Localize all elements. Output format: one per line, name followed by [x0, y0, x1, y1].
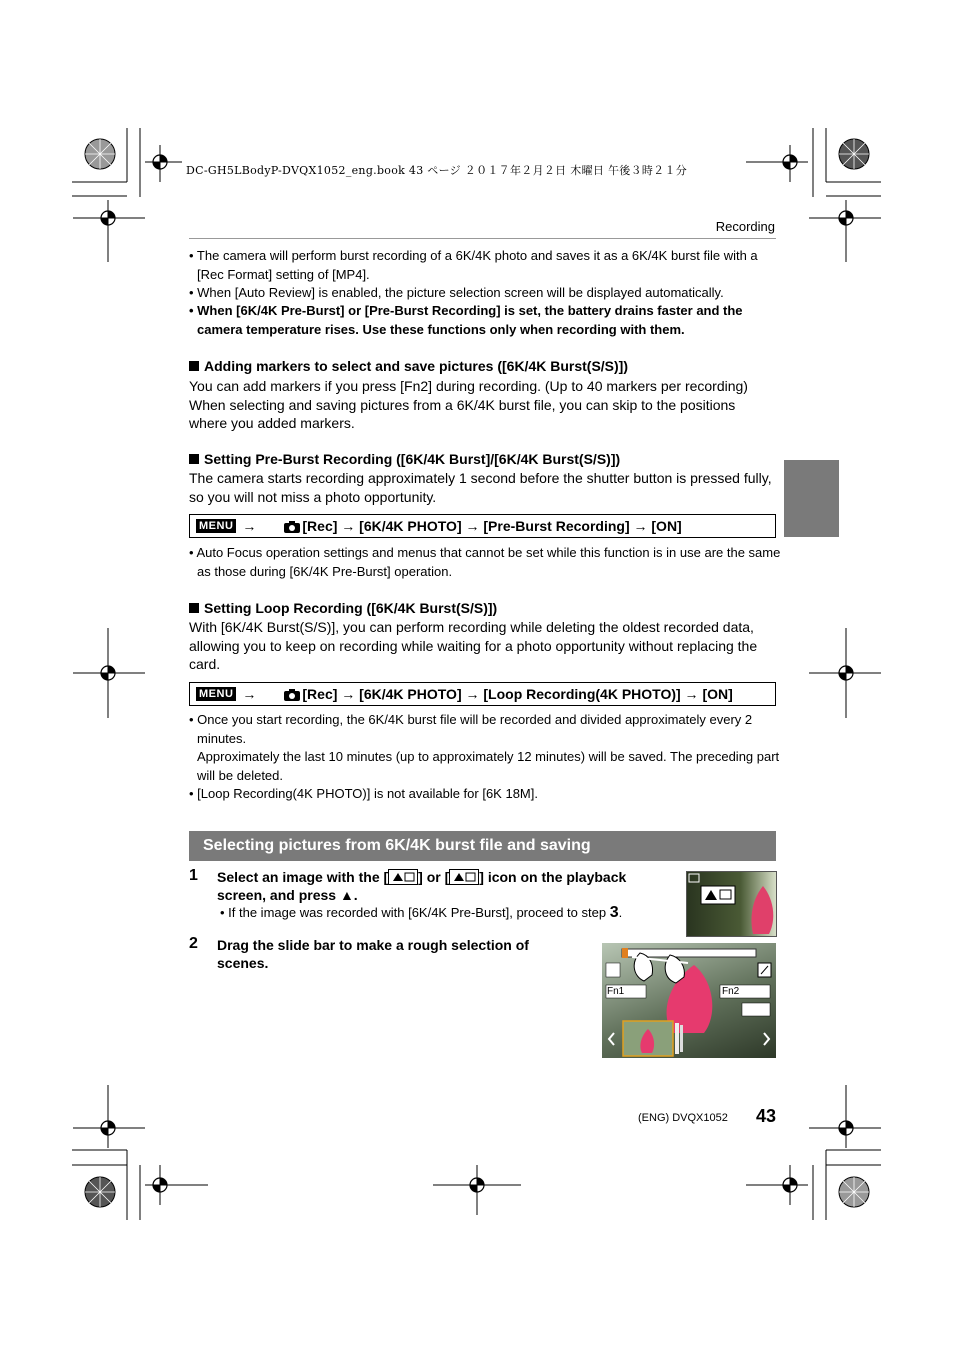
page-number: 43 — [756, 1106, 777, 1126]
step-2-number: 2 — [189, 935, 198, 952]
step-2-text: Drag the slide bar to make a rough selection of scenes. — [217, 937, 529, 971]
print-header: DC-GH5LBodyP-DVQX1052_eng.book 43 ページ ２０１７年２月２日 木曜日 午後３時２１分 — [186, 164, 688, 177]
fn2-label: Fn2 — [722, 986, 740, 997]
running-head: Recording — [715, 219, 775, 234]
section-title-bar: Selecting pictures from 6K/4K burst file and saving — [189, 831, 776, 861]
loop-note-1: • Once you start recording, the 6K/4K burst file will be recorded and divided approximately every 2 minutes. — [189, 712, 753, 746]
preburst-menu-path: MENU → [Rec] → [6K/4K PHOTO] → [Pre-Burst Recording] → [ON] — [189, 514, 776, 538]
slide-bar-screen-image — [602, 943, 776, 1058]
loop-note-2: Approximately the last 10 minutes (up to approximately 12 minutes) will be saved. The preceding part will be deleted. — [197, 749, 780, 783]
camera-icon — [284, 688, 300, 700]
slide-bar-illustration — [602, 943, 776, 1058]
chapter-tab — [784, 460, 839, 537]
playback-screen-image — [686, 871, 777, 937]
square-bullet-icon — [189, 454, 199, 464]
camera-icon — [284, 520, 300, 532]
burst-file-icon — [388, 869, 418, 885]
step-1-number: 1 — [189, 867, 198, 884]
loop-note-3: • [Loop Recording(4K PHOTO)] is not available for [6K 18M]. — [189, 786, 538, 801]
preburst-note: • Auto Focus operation settings and menus that cannot be set while this function is in use are the same as those during [6K/4K Pre-Burst] operation. — [189, 545, 781, 579]
square-bullet-icon — [189, 603, 199, 613]
preburst-body: The camera starts recording approximately 1 second before the shutter button is pressed fully, so you will not miss a photo opportunity. — [189, 470, 772, 505]
intro-bullet-3: • When [6K/4K Pre-Burst] or [Pre-Burst Recording] is set, the battery drains faster and the camera temperature rises. Use these functions only when recording with them. — [189, 303, 743, 337]
burst-file-icon — [449, 869, 479, 885]
square-bullet-icon — [189, 361, 199, 371]
header-rule — [189, 238, 776, 239]
step-1-sub: • If the image was recorded with [6K/4K Pre-Burst], proceed to step 3. — [220, 904, 623, 921]
menu-button-icon: MENU — [196, 519, 236, 533]
footer-code: (ENG) DVQX1052 — [638, 1112, 728, 1124]
menu-button-icon: MENU — [196, 687, 236, 701]
markers-heading: Adding markers to select and save pictures ([6K/4K Burst(S/S)]) — [189, 358, 628, 374]
loop-body: With [6K/4K Burst(S/S)], you can perform recording while deleting the oldest recorded data, allowing you to keep on recording while waiting for a photo opportunity without replacing the card. — [189, 619, 758, 672]
intro-bullet-1: • The camera will perform burst recording of a 6K/4K photo and saves it as a 6K/4K burst file with a [Rec Format] setting of [MP4]. — [189, 248, 758, 282]
markers-body: You can add markers if you press [Fn2] during recording. (Up to 40 markers per recording) When selecting and saving pictures from a 6K/4K burst file, you can skip to the positions where you added markers. — [189, 378, 748, 431]
step-1-text: Select an image with the [ ] or [ ] icon on the playback screen, and press ▲. — [217, 869, 627, 903]
fn1-label: Fn1 — [607, 986, 625, 997]
preburst-heading: Setting Pre-Burst Recording ([6K/4K Burst]/[6K/4K Burst(S/S)]) — [189, 451, 620, 467]
intro-bullet-2: • When [Auto Review] is enabled, the picture selection screen will be displayed automatically. — [189, 285, 724, 300]
loop-menu-path: MENU → [Rec] → [6K/4K PHOTO] → [Loop Recording(4K PHOTO)] → [ON] — [189, 682, 776, 706]
loop-heading: Setting Loop Recording ([6K/4K Burst(S/S)]) — [189, 600, 497, 616]
